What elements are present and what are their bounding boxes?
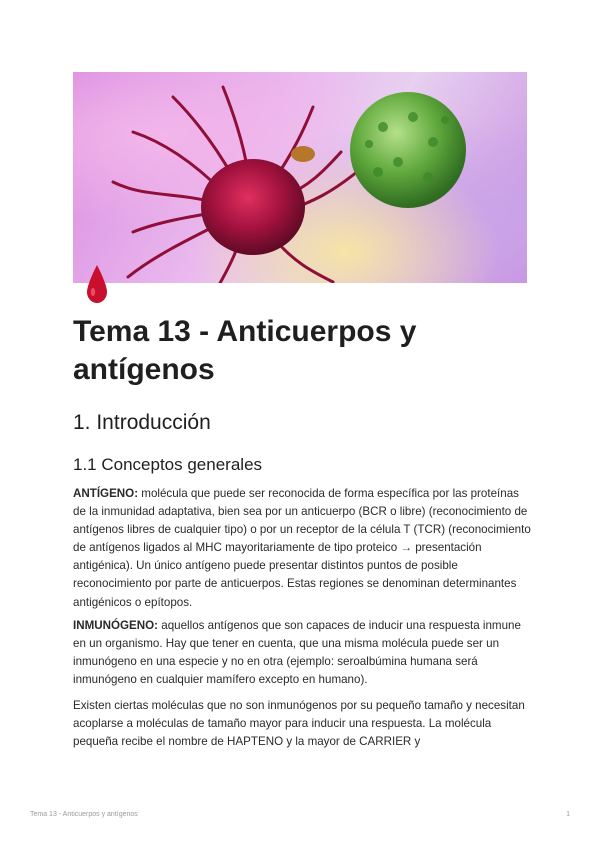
section-heading: 1. Introducción — [73, 411, 211, 434]
dendritic-cell-body — [201, 159, 305, 255]
paragraph-inmunogeno — [73, 617, 533, 689]
term-inmunogeno: INMUNÓGENO: — [73, 619, 159, 632]
blood-drop-icon — [85, 264, 109, 304]
paragraph-inmunogeno-text: aquellos antígenos que son capaces de inducir una respuesta inmune en un organismo. Hay que tener en cuenta, que una misma molécula puede ser un inmunógeno en una especie y no en otra (ejemplo: seroalbúmina humana será inmunógeno en cualquier mamífero excepto en humano). — [73, 619, 521, 687]
paragraph-antigeno-text: molécula que puede ser reconocida de forma específica por las proteínas de la inmunidad adaptativa, bien sea por un anticuerpo (BCR o libre) (reconocimiento de antígenos libres de cualquier tipo) o por un receptor de la célula T (TCR) (reconocimiento de antígenos ligados al MHC mayoritariamente de tipo proteico → presentación antigénica). Un único antígeno puede presentar distintos puntos de posible reconocimiento por parte de anticuerpos. Estas regiones se denominan determinantes antigénicos o epítopos. — [73, 487, 531, 609]
antigen-particle — [291, 146, 315, 162]
page-title: Tema 13 - Anticuerpos y antígenos — [73, 315, 417, 386]
cover-illustration — [73, 72, 527, 283]
paragraph-antigeno — [73, 485, 533, 612]
paragraph-hapteno-text: Existen ciertas moléculas que no son inmunógenos por su pequeño tamaño y necesitan acoplarse a moléculas de tamaño mayor para inducir una respuesta. La molécula pequeña recibe el nombre de HAPTENO y la mayor de CARRIER y — [73, 699, 525, 749]
term-antigeno: ANTÍGENO: — [73, 487, 139, 500]
subsection-heading: 1.1 Conceptos generales — [73, 455, 263, 474]
footer-title: Tema 13 - Anticuerpos y antígenos — [30, 811, 138, 818]
lymphocyte-illustration — [350, 92, 466, 208]
cover-image — [73, 72, 527, 283]
footer-page-number: 1 — [566, 811, 570, 818]
paragraph-hapteno — [73, 697, 533, 751]
